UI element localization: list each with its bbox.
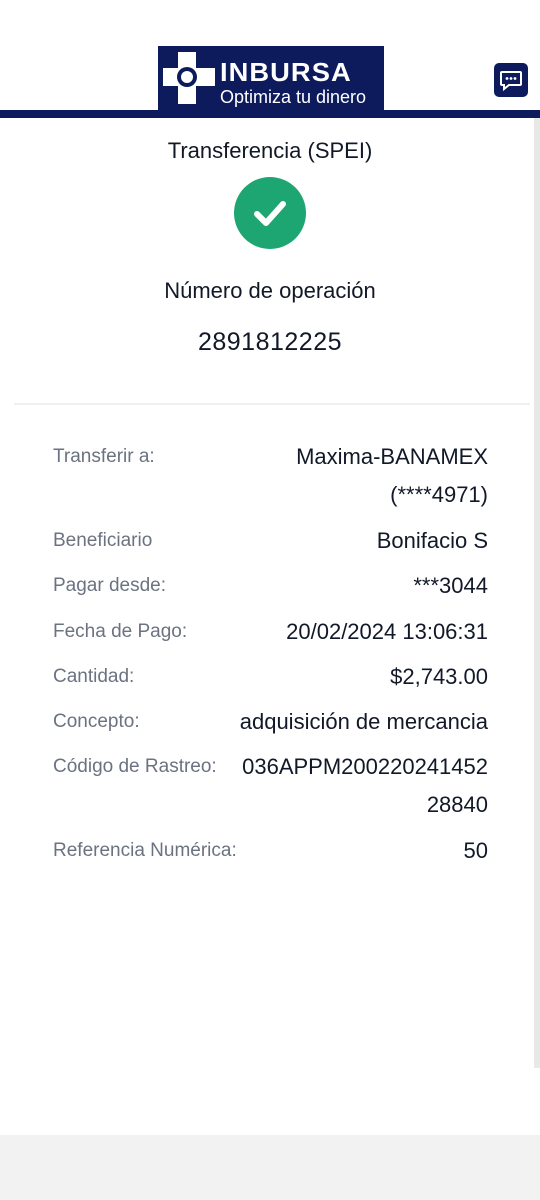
operation-number-label: Número de operación <box>164 278 376 303</box>
detail-label: Pagar desde: <box>53 575 167 596</box>
detail-value: 20/02/2024 13:06:31 <box>286 619 488 644</box>
detail-value <box>208 438 488 514</box>
brand-tagline: Optimiza tu dinero <box>220 87 367 107</box>
app-header <box>0 0 540 118</box>
detail-label: Referencia Numérica: <box>53 840 237 861</box>
card-shadow-edge <box>534 118 540 1068</box>
success-badge <box>234 177 306 249</box>
chat-bubble-icon <box>499 68 523 92</box>
operation-type: Transferencia (SPEI) <box>167 138 373 163</box>
inbursa-logo <box>158 46 384 110</box>
detail-label: Concepto: <box>53 711 140 732</box>
brand-name: INBURSA <box>220 57 352 87</box>
detail-label: Fecha de Pago: <box>53 621 188 642</box>
tracking-code-line2: 28840 <box>426 792 488 817</box>
detail-value: Bonifacio S <box>376 528 488 553</box>
destination-account-name: Maxima-BANAMEX <box>296 444 488 469</box>
bottom-bar <box>0 1135 540 1200</box>
detail-value: ***3044 <box>413 573 488 598</box>
detail-label: Beneficiario <box>53 530 153 551</box>
detail-value: adquisición de mercancia <box>239 709 488 734</box>
tracking-code-line1: 036APPM200220241452 <box>242 754 488 779</box>
detail-label: Código de Rastreo: <box>53 756 217 777</box>
check-circle-icon <box>248 191 292 235</box>
detail-value: 50 <box>463 838 488 863</box>
header-divider <box>0 110 540 118</box>
inbursa-cross-icon <box>160 48 218 108</box>
detail-value: $2,743.00 <box>390 664 488 689</box>
chat-button[interactable] <box>494 63 528 97</box>
destination-account-number: (****4971) <box>390 482 488 507</box>
detail-label: Transferir a: <box>53 446 155 467</box>
operation-number: 2891812225 <box>197 328 343 356</box>
detail-label: Cantidad: <box>53 666 135 687</box>
section-divider <box>14 403 530 405</box>
detail-value <box>208 748 488 824</box>
